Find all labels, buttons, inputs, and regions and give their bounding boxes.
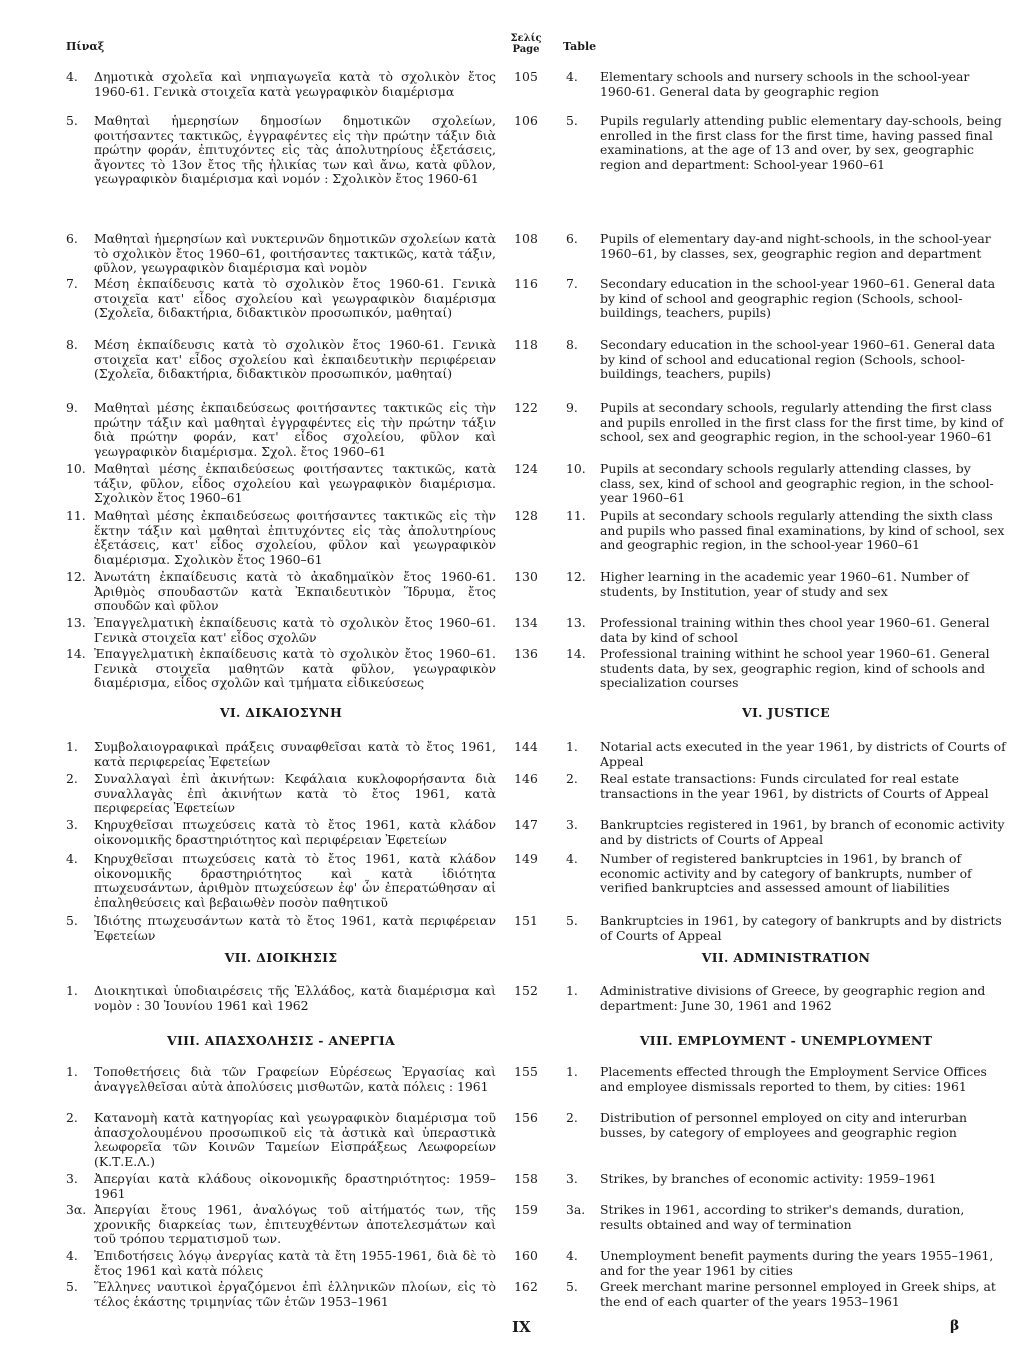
english-section-heading: VIII. EMPLOYMENT - UNEMPLOYMENT bbox=[639, 1033, 933, 1048]
english-entry-number: 3. bbox=[566, 817, 578, 832]
greek-entry-number: 6. bbox=[66, 231, 78, 246]
greek-entry-text: Ἕλληνες ναυτικοὶ ἐργαζόμενοι ἐπὶ ἑλληνικῶν πλοίων, εἰς τὸ τέλος ἑκάστης τριμηνίας τῶν ἐτῶν 1953–1961 bbox=[94, 1279, 496, 1309]
english-entry-number: 3a. bbox=[566, 1202, 586, 1217]
page-number: 116 bbox=[514, 276, 538, 291]
greek-entry-number: 9. bbox=[66, 400, 78, 415]
greek-entry-number: 13. bbox=[66, 615, 86, 630]
page-number: 146 bbox=[514, 771, 538, 786]
greek-entry bbox=[66, 914, 496, 943]
greek-entry-text: Ἀνωτάτη ἐκπαίδευσις κατὰ τὸ ἀκαδημαϊκὸν ἔτος 1960-61. Ἀριθμὸς σπουδαστῶν κατὰ Ἐκπαιδευτικὸν Ἵδρυμα, ἔτος σπουδῶν καὶ φῦλον bbox=[94, 569, 496, 614]
english-entry-number: 1. bbox=[566, 983, 578, 998]
english-entry-text: Strikes, by branches of economic activity: 1959–1961 bbox=[600, 1171, 937, 1186]
greek-section-heading: VI. ΔΙΚΑΙΟΣΥΝΗ bbox=[219, 705, 343, 720]
english-entry-number: 6. bbox=[566, 231, 578, 246]
greek-entry bbox=[66, 462, 496, 506]
page-number: 151 bbox=[514, 913, 538, 928]
greek-entry-number: 14. bbox=[66, 646, 86, 661]
greek-entry bbox=[66, 818, 496, 847]
greek-entry-number: 5. bbox=[66, 113, 78, 128]
greek-entry bbox=[66, 1065, 496, 1094]
english-entry bbox=[566, 1280, 1006, 1309]
page-number: 155 bbox=[514, 1064, 538, 1079]
page-number: 118 bbox=[514, 337, 538, 352]
greek-entry bbox=[66, 1203, 496, 1247]
page-number: 122 bbox=[514, 400, 538, 415]
english-entry bbox=[566, 338, 1006, 382]
greek-entry-number: 4. bbox=[66, 851, 78, 866]
greek-entry bbox=[66, 772, 496, 816]
english-entry-number: 5. bbox=[566, 1279, 578, 1294]
english-entry bbox=[566, 1065, 1006, 1094]
english-entry-number: 14. bbox=[566, 646, 586, 661]
english-entry-text: Pupils at secondary schools regularly attending classes, by class, sex, kind of school and geographic region, in the school-year 1960–61 bbox=[600, 461, 994, 506]
greek-entry-number: 3. bbox=[66, 1171, 78, 1186]
page-number: 128 bbox=[514, 508, 538, 523]
english-entry-text: Number of registered bankruptcies in 1961, by branch of economic activity and by category of bankrupts, number of verified bankruptcies and assessed amount of liabilities bbox=[600, 851, 972, 896]
page-number: 136 bbox=[514, 646, 538, 661]
english-entry bbox=[566, 70, 1006, 99]
english-table-header: Table bbox=[563, 40, 597, 53]
greek-entry-number: 3. bbox=[66, 817, 78, 832]
english-entry-number: 3. bbox=[566, 1171, 578, 1186]
greek-entry bbox=[66, 740, 496, 769]
english-entry bbox=[566, 570, 1006, 599]
greek-entry-text: Ἀπεργίαι κατὰ κλάδους οἰκονομικῆς δραστηριότητος: 1959–1961 bbox=[94, 1171, 496, 1201]
english-entry bbox=[566, 1172, 1006, 1187]
english-entry-number: 4. bbox=[566, 851, 578, 866]
greek-entry-number: 11. bbox=[66, 508, 86, 523]
greek-section-heading: VII. ΔΙΟΙΚΗΣΙΣ bbox=[224, 950, 338, 965]
greek-entry bbox=[66, 401, 496, 459]
english-entry-number: 10. bbox=[566, 461, 586, 476]
page-number: 147 bbox=[514, 817, 538, 832]
english-entry bbox=[566, 1249, 1006, 1278]
greek-entry bbox=[66, 70, 496, 99]
english-entry-text: Secondary education in the school-year 1960–61. General data by kind of school and geographic region (Schools, school-buildings, teachers, pupils) bbox=[600, 276, 996, 321]
greek-entry bbox=[66, 852, 496, 910]
english-entry bbox=[566, 772, 1006, 801]
greek-entry-number: 3α. bbox=[66, 1202, 87, 1217]
english-entry bbox=[566, 1203, 1006, 1232]
english-entry-text: Bankruptcies registered in 1961, by branch of economic activity and by districts of Courts of Appeal bbox=[600, 817, 1005, 847]
page-roman-number: IX bbox=[512, 1318, 531, 1336]
greek-entry-text: Διοικητικαὶ ὑποδιαιρέσεις τῆς Ἑλλάδος, κατὰ διαμέρισμα καὶ νομὸν : 30 Ἰουνίου 1961 καὶ 1962 bbox=[94, 983, 496, 1013]
english-entry bbox=[566, 277, 1006, 321]
greek-entry-number: 2. bbox=[66, 1110, 78, 1125]
page-number: 134 bbox=[514, 615, 538, 630]
english-entry-number: 8. bbox=[566, 337, 578, 352]
greek-entry bbox=[66, 647, 496, 691]
english-entry-number: 12. bbox=[566, 569, 586, 584]
greek-entry-text: Μαθηταὶ μέσης ἐκπαιδεύσεως φοιτήσαντες τακτικῶς, κατὰ τάξιν, φῦλον, εἶδος σχολείου καὶ γεωγραφικὸν διαμέρισμα. Σχολικὸν ἔτος 1960–61 bbox=[94, 461, 496, 506]
greek-entry-text: Ἐπαγγελματικὴ ἐκπαίδευσις κατὰ τὸ σχολικὸν ἔτος 1960–61. Γενικὰ στοιχεῖα κατ' εἶδος σχολῶν bbox=[94, 615, 496, 645]
english-entry-text: Real estate transactions: Funds circulated for real estate transactions in the year 1961, by districts of Courts of Appeal bbox=[600, 771, 989, 801]
greek-entry-text: Μαθηταὶ μέσης ἐκπαιδεύσεως φοιτήσαντες τακτικῶς εἰς τὴν πρώτην τάξιν καὶ μαθηταὶ ἐγγραφέντες εἰς τὴν πρώτην τάξιν διὰ πρώτην φοράν, κατ' εἶδος σχολείου, φῦλον καὶ γεωγραφικὸν διαμέρισμα. Σχολ. ἔτος 1960–61 bbox=[94, 400, 496, 459]
english-entry-text: Administrative divisions of Greece, by geographic region and department: June 30, 1961 and 1962 bbox=[600, 983, 986, 1013]
greek-entry-text: Ἐπαγγελματικὴ ἐκπαίδευσις κατὰ τὸ σχολικὸν ἔτος 1960–61. Γενικὰ στοιχεῖα μαθητῶν κατὰ φῦλον, γεωγραφικὸν διαμέρισμα, εἶδος σχολῶν καὶ τμήματα εἰδικεύσεως bbox=[94, 646, 496, 691]
greek-entry-text: Ἐπιδοτήσεις λόγῳ ἀνεργίας κατὰ τὰ ἔτη 1955-1961, διὰ δὲ τὸ ἔτος 1961 καὶ κατὰ πόλεις bbox=[94, 1248, 496, 1278]
greek-entry-text: Συμβολαιογραφικαὶ πράξεις συναφθεῖσαι κατὰ τὸ ἔτος 1961, κατὰ περιφερείας Ἐφετείων bbox=[94, 739, 496, 769]
page-number: 160 bbox=[514, 1248, 538, 1263]
greek-entry bbox=[66, 232, 496, 276]
greek-entry bbox=[66, 114, 496, 187]
english-entry bbox=[566, 401, 1006, 445]
greek-entry-text: Ἀπεργίαι ἔτους 1961, ἀναλόγως τοῦ αἰτήματός των, τῆς χρονικῆς διαρκείας των, ἐπιτευχθέντων ἀποτελεσμάτων καὶ τοῦ τρόπου τερματισμοῦ των. bbox=[94, 1202, 496, 1247]
english-entry-text: Unemployment benefit payments during the years 1955–1961, and for the year 1961 by cities bbox=[600, 1248, 994, 1278]
english-entry-text: Higher learning in the academic year 1960–61. Number of students, by Institution, year of study and sex bbox=[600, 569, 969, 599]
greek-entry-text: Μέση ἐκπαίδευσις κατὰ τὸ σχολικὸν ἔτος 1960-61. Γενικὰ στοιχεῖα κατ' εἶδος σχολείου καὶ γεωγραφικὸν διαμέρισμα (Σχολεῖα, διδακτήρια, διδακτικὸν προσωπικόν, μαθηταί) bbox=[94, 276, 496, 321]
english-entry-text: Secondary education in the school-year 1960–61. General data by kind of school and educational region (Schools, school-buildings, teachers, pupils) bbox=[600, 337, 996, 382]
greek-entry-text: Δημοτικὰ σχολεῖα καὶ νηπιαγωγεῖα κατὰ τὸ σχολικὸν ἔτος 1960-61. Γενικὰ στοιχεῖα κατὰ γεωγραφικὸν διαμέρισμα bbox=[94, 69, 496, 99]
english-entry bbox=[566, 984, 1006, 1013]
greek-entry bbox=[66, 1249, 496, 1278]
greek-entry-number: 7. bbox=[66, 276, 78, 291]
page-number: 159 bbox=[514, 1202, 538, 1217]
english-entry-text: Strikes in 1961, according to striker's demands, duration, results obtained and way of termination bbox=[600, 1202, 965, 1232]
english-entry-text: Pupils regularly attending public elementary day-schools, being enrolled in the first class for the first time, having passed final examinations, at the age of 13 and over, by sex, geographic region and department: School-year 1960–61 bbox=[600, 113, 1002, 172]
greek-entry-number: 12. bbox=[66, 569, 86, 584]
english-entry-number: 13. bbox=[566, 615, 586, 630]
page-number: 152 bbox=[514, 983, 538, 998]
greek-entry-text: Συναλλαγαὶ ἐπὶ ἀκινήτων: Κεφάλαια κυκλοφορήσαντα διὰ συναλλαγὰς ἐπὶ ἀκινήτων κατὰ τὸ ἔτος 1961, κατὰ περιφερείας Ἐφετείων bbox=[94, 771, 496, 816]
english-entry bbox=[566, 1111, 1006, 1140]
english-entry-text: Greek merchant marine personnel employed in Greek ships, at the end of each quarter of the years 1953–1961 bbox=[600, 1279, 996, 1309]
english-entry-text: Pupils at secondary schools regularly attending the sixth class and pupils who passed final examinations, by kind of school, sex and geographic region, in the school-year 1960–61 bbox=[600, 508, 1005, 553]
greek-entry-text: Μαθηταὶ μέσης ἐκπαιδεύσεως φοιτήσαντες τακτικῶς εἰς τὴν ἕκτην τάξιν καὶ μαθηταὶ ἐπιτυχόντες εἰς τὰς ἀπολυτηρίους ἐξετάσεις, κατ' εἶδος σχολείου, φῦλον καὶ γεωγραφικὸν διαμέρισμα. Σχολικὸν ἔτος 1960–61 bbox=[94, 508, 496, 567]
page-number: 158 bbox=[514, 1171, 538, 1186]
page-column-header: Σελίς Page bbox=[510, 33, 542, 55]
english-entry bbox=[566, 852, 1006, 896]
greek-entry-text: Μαθηταὶ ἡμερησίων καὶ νυκτερινῶν δημοτικῶν σχολείων κατὰ τὸ σχολικὸν ἔτος 1960–61, φοιτήσαντες τακτικῶς, κατὰ τάξιν, φῦλον, γεωγραφικὸν διαμέρισμα καὶ νομὸν bbox=[94, 231, 496, 276]
english-entry-text: Placements effected through the Employment Service Offices and employee dismissals reported to them, by cities: 1961 bbox=[600, 1064, 987, 1094]
english-section-heading: VI. JUSTICE bbox=[741, 705, 831, 720]
greek-entry-text: Κηρυχθεῖσαι πτωχεύσεις κατὰ τὸ ἔτος 1961, κατὰ κλάδον οἰκονομικῆς δραστηριότητος καὶ κατὰ ἰδιότητα πτωχευσάντων, ἀριθμὸν πτωχεύσεων ἐφ' ὧν ἐπερατώθησαν αἱ ἐπαληθεύσεις καὶ βεβαιωθὲν ποσὸν παθητικοῦ bbox=[94, 851, 496, 910]
greek-entry-text: Μέση ἐκπαίδευσις κατὰ τὸ σχολικὸν ἔτος 1960-61. Γενικὰ στοιχεῖα κατ' εἶδος σχολείου καὶ ἐκπαιδευτικὴν περιφέρειαν (Σχολεῖα, διδακτήρια, διδακτικὸν προσωπικόν, μαθηταί) bbox=[94, 337, 496, 382]
page-number: 162 bbox=[514, 1279, 538, 1294]
english-entry-text: Professional training withint he school year 1960–61. General students data, by sex, geographic region, kind of schools and specialization courses bbox=[600, 646, 990, 691]
page-number: 105 bbox=[514, 69, 538, 84]
english-entry-number: 4. bbox=[566, 69, 578, 84]
page-letter: β bbox=[950, 1318, 960, 1334]
english-entry bbox=[566, 462, 1006, 506]
greek-entry-number: 4. bbox=[66, 1248, 78, 1263]
greek-entry-text: Τοποθετήσεις διὰ τῶν Γραφείων Εὑρέσεως Ἐργασίας καὶ ἀναγγελθεῖσαι αὐτὰ ἀπολύσεις μισθωτῶν, κατὰ πόλεις : 1961 bbox=[94, 1064, 496, 1094]
english-entry-text: Distribution of personnel employed on city and interurban busses, by category of employees and geographic region bbox=[600, 1110, 967, 1140]
english-entry-number: 1. bbox=[566, 1064, 578, 1079]
english-entry bbox=[566, 616, 1006, 645]
page-number: 108 bbox=[514, 231, 538, 246]
greek-table-header: Πίναξ bbox=[66, 40, 105, 53]
english-entry-text: Pupils of elementary day-and night-schools, in the school-year 1960–61, by classes, sex, geographic region and department bbox=[600, 231, 991, 261]
english-entry-text: Professional training within thes chool year 1960–61. General data by kind of school bbox=[600, 615, 990, 645]
english-entry-number: 7. bbox=[566, 276, 578, 291]
greek-entry-number: 10. bbox=[66, 461, 86, 476]
greek-entry-number: 5. bbox=[66, 1279, 78, 1294]
english-entry bbox=[566, 818, 1006, 847]
greek-entry bbox=[66, 984, 496, 1013]
english-entry-text: Bankruptcies in 1961, by category of bankrupts and by districts of Courts of Appeal bbox=[600, 913, 1002, 943]
page-number: 149 bbox=[514, 851, 538, 866]
english-entry-text: Notarial acts executed in the year 1961, by districts of Courts of Appeal bbox=[600, 739, 1006, 769]
greek-entry bbox=[66, 338, 496, 382]
english-entry-number: 2. bbox=[566, 1110, 578, 1125]
greek-entry bbox=[66, 1280, 496, 1309]
greek-entry bbox=[66, 570, 496, 614]
greek-entry bbox=[66, 1172, 496, 1201]
greek-entry bbox=[66, 277, 496, 321]
english-section-heading: VII. ADMINISTRATION bbox=[701, 950, 871, 965]
greek-entry-number: 1. bbox=[66, 739, 78, 754]
greek-entry-number: 5. bbox=[66, 913, 78, 928]
english-entry bbox=[566, 647, 1006, 691]
greek-entry-text: Κηρυχθεῖσαι πτωχεύσεις κατὰ τὸ ἔτος 1961, κατὰ κλάδον οἰκονομικῆς δραστηριότητος καὶ περιφέρειαν Ἐφετείων bbox=[94, 817, 496, 847]
english-entry bbox=[566, 114, 1006, 172]
page-number: 144 bbox=[514, 739, 538, 754]
english-entry-number: 11. bbox=[566, 508, 586, 523]
greek-entry-text: Μαθηταὶ ἡμερησίων δημοσίων δημοτικῶν σχολείων, φοιτήσαντες τακτικῶς, ἐγγραφέντες εἰς τὴν πρώτην τάξιν διὰ πρώτην φοράν, ἐπιτυχόντες εἰς τὰς ἀπολυτηρίους ἐξετάσεις, ἄγοντες τὸ 13ον ἔτος τῆς ἡλικίας των καὶ ἄνω, κατὰ φῦλον, γεωγραφικὸν διαμέρισμα καὶ νομόν : Σχολικὸν ἔτος 1960-61 bbox=[94, 113, 496, 187]
page-number: 124 bbox=[514, 461, 538, 476]
greek-entry-number: 2. bbox=[66, 771, 78, 786]
english-entry-number: 5. bbox=[566, 913, 578, 928]
english-entry-number: 5. bbox=[566, 113, 578, 128]
page-number: 156 bbox=[514, 1110, 538, 1125]
english-entry bbox=[566, 740, 1006, 769]
greek-entry-number: 8. bbox=[66, 337, 78, 352]
page-number: 106 bbox=[514, 113, 538, 128]
english-entry bbox=[566, 509, 1006, 553]
greek-entry-number: 1. bbox=[66, 983, 78, 998]
greek-entry-text: Κατανομὴ κατὰ κατηγορίας καὶ γεωγραφικὸν διαμέρισμα τοῦ ἀπασχολουμένου προσωπικοῦ εἰς τὰ ἀστικὰ καὶ ὑπεραστικὰ λεωφορεῖα τῶν Κοινῶν Ταμείων Εἰσπράξεως Λεωφορείων (Κ.Τ.Ε.Λ.) bbox=[94, 1110, 496, 1169]
english-entry-number: 2. bbox=[566, 771, 578, 786]
greek-section-heading: VIII. ΑΠΑΣΧΟΛΗΣΙΣ - ΑΝΕΡΓΙΑ bbox=[166, 1033, 396, 1048]
greek-entry bbox=[66, 509, 496, 567]
english-entry-text: Elementary schools and nursery schools in the school-year 1960-61. General data by geographic region bbox=[600, 69, 970, 99]
english-entry-number: 9. bbox=[566, 400, 578, 415]
english-entry-number: 1. bbox=[566, 739, 578, 754]
english-entry-number: 4. bbox=[566, 1248, 578, 1263]
english-entry bbox=[566, 914, 1006, 943]
english-entry-text: Pupils at secondary schools, regularly attending the first class and pupils enrolled in the first class for the first time, by kind of school, sex and geographic region, in the school-year 1960–61 bbox=[600, 400, 1004, 445]
english-entry bbox=[566, 232, 1006, 261]
greek-entry bbox=[66, 616, 496, 645]
greek-entry bbox=[66, 1111, 496, 1169]
greek-entry-text: Ἰδιότης πτωχευσάντων κατὰ τὸ ἔτος 1961, κατὰ περιφέρειαν Ἐφετείων bbox=[94, 913, 496, 943]
page-number: 130 bbox=[514, 569, 538, 584]
greek-entry-number: 1. bbox=[66, 1064, 78, 1079]
greek-entry-number: 4. bbox=[66, 69, 78, 84]
